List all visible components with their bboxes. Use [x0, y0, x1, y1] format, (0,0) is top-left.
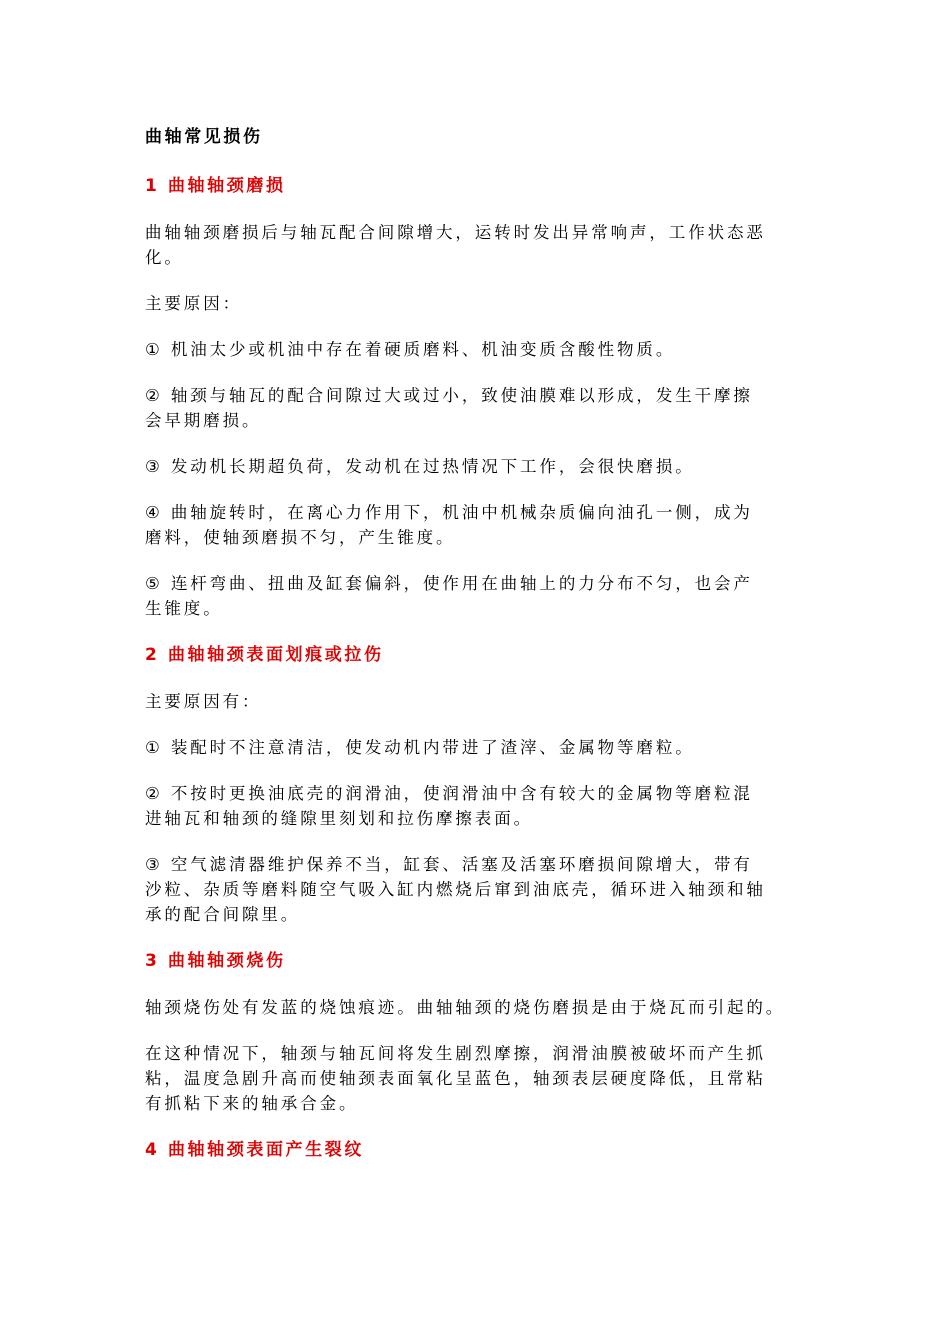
document-title: 曲轴常见损伤: [145, 127, 263, 147]
section-heading-1: 1 曲轴轴颈磨损: [145, 176, 286, 196]
section-heading-2: 2 曲轴轴颈表面划痕或拉伤: [145, 645, 384, 665]
paragraph: ④ 曲轴旋转时，在离心力作用下，机油中机械杂质偏向油孔一侧，成为 磨料，使轴颈磨损不匀，产生锥度。: [145, 503, 753, 547]
section-heading-3: 3 曲轴轴颈烧伤: [145, 951, 286, 971]
paragraph: 在这种情况下，轴颈与轴瓦间将发生剧烈摩擦，润滑油膜被破坏而产生抓 粘，温度急剧升高而使轴颈表面氧化呈蓝色，轴颈表层硬度降低，且常粘 有抓粘下来的轴承合金。: [145, 1044, 766, 1113]
paragraph: ② 不按时更换油底壳的润滑油，使润滑油中含有较大的金属物等磨粒混 进轴瓦和轴颈的缝隙里刻划和拉伤摩擦表面。: [145, 784, 753, 828]
paragraph: ② 轴颈与轴瓦的配合间隙过大或过小，致使油膜难以形成，发生干摩擦 会早期磨损。: [145, 386, 753, 430]
paragraph: 轴颈烧伤处有发蓝的烧蚀痕迹。曲轴轴颈的烧伤磨损是由于烧瓦而引起的。: [145, 998, 786, 1017]
paragraph: ③ 发动机长期超负荷，发动机在过热情况下工作，会很快磨损。: [145, 457, 695, 476]
section-heading-4: 4 曲轴轴颈表面产生裂纹: [145, 1140, 364, 1160]
paragraph: ① 装配时不注意清洁，使发动机内带进了渣滓、金属物等磨粒。: [145, 738, 695, 757]
paragraph: ⑤ 连杆弯曲、扭曲及缸套偏斜，使作用在曲轴上的力分布不匀，也会产 生锥度。: [145, 574, 753, 618]
paragraph: 主要原因：: [145, 294, 242, 313]
paragraph: 曲轴轴颈磨损后与轴瓦配合间隙增大，运转时发出异常响声，工作状态恶 化。: [145, 223, 766, 267]
paragraph: ③ 空气滤清器维护保养不当，缸套、活塞及活塞环磨损间隙增大，带有 沙粒、杂质等磨料随空气吸入缸内燃烧后窜到油底壳，循环进入轴颈和轴 承的配合间隙里。: [145, 855, 766, 924]
paragraph: 主要原因有：: [145, 692, 262, 711]
paragraph: ① 机油太少或机油中存在着硬质磨料、机油变质含酸性物质。: [145, 340, 676, 359]
